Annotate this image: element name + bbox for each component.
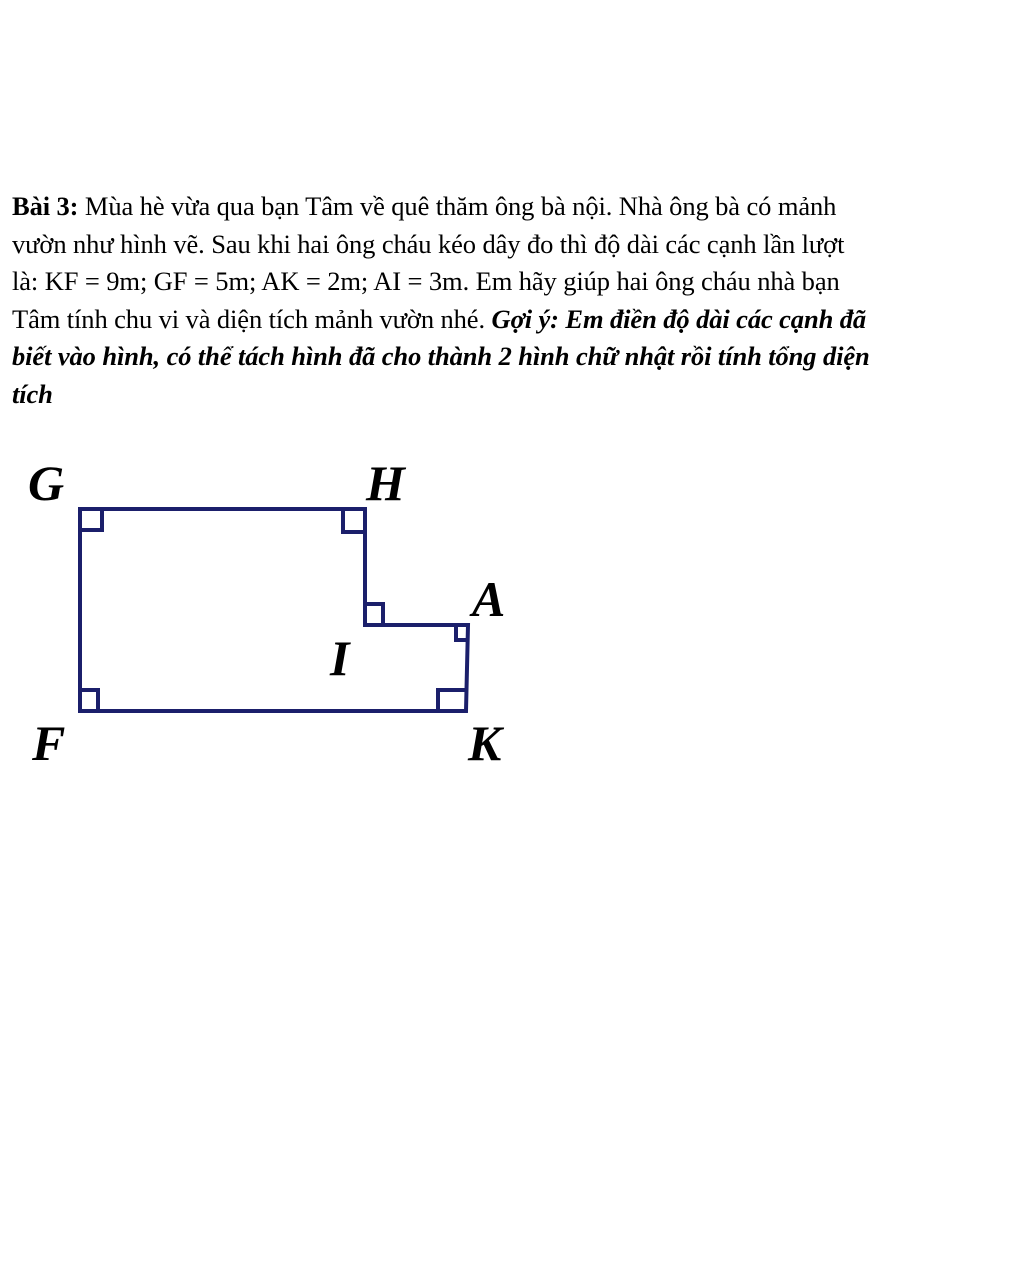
problem-number: Bài 3: (12, 191, 79, 221)
problem-line-3: là: KF = 9m; GF = 5m; AK = 2m; AI = 3m. Em hãy giúp hai ông cháu nhà bạn (12, 266, 840, 296)
vertex-label-h: H (366, 455, 405, 511)
right-angle-marker-h (343, 509, 365, 532)
vertex-label-k: K (468, 715, 502, 771)
vertex-label-g: G (28, 455, 65, 511)
right-angle-marker-f (80, 690, 98, 711)
right-angle-marker-a (456, 625, 467, 640)
hint-line-3: tích (12, 378, 53, 409)
right-angle-marker-g (80, 509, 102, 530)
problem-line-2: vườn như hình vẽ. Sau khi hai ông cháu kéo dây đo thì độ dài các cạnh lần lượt (12, 228, 845, 259)
problem-line-4: Tâm tính chu vi và diện tích mảnh vườn nhé. Gợi ý: Em điền độ dài các cạnh đã (12, 303, 867, 334)
right-angle-marker-k (438, 690, 466, 711)
garden-figure (0, 440, 560, 780)
hint-line-2: biết vào hình, có thể tách hình đã cho thành 2 hình chữ nhật rồi tính tổng diện (12, 341, 870, 371)
problem-statement (12, 188, 1012, 413)
vertex-label-i: I (330, 630, 350, 686)
problem-line-1: Bài 3: Mùa hè vừa qua bạn Tâm về quê thăm ông bà nội. Nhà ông bà có mảnh (12, 191, 837, 221)
hint-text: Gợi ý: Em điền độ dài các cạnh đã (491, 303, 867, 334)
garden-outline (80, 509, 468, 711)
vertex-label-a: A (472, 571, 506, 627)
vertex-label-f: F (32, 715, 66, 771)
right-angle-marker-i (365, 604, 383, 625)
garden-diagram (0, 440, 560, 780)
